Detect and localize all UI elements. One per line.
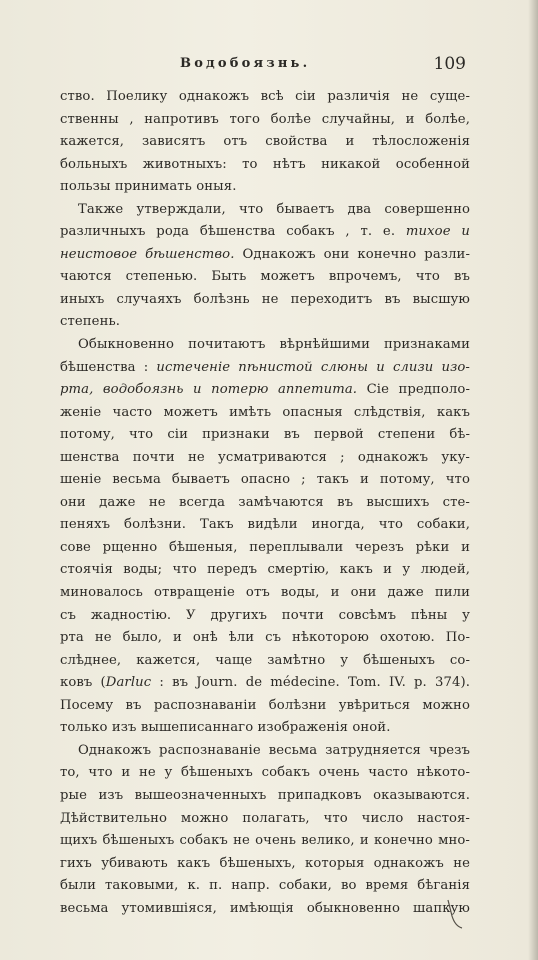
text-line: различныхъ рода бѣшенства собакъ , т. е. тихое и bbox=[60, 224, 470, 240]
text-line: потому, что сіи признаки въ первой степени бѣ- bbox=[60, 427, 470, 443]
text-line: были таковыми, к. п. напр. собаки, во время бѣганія bbox=[60, 878, 470, 894]
text-line: шенства почти не усматриваются ; однакожъ уку- bbox=[60, 449, 470, 465]
text-line: слѣднее, кажется, чаще замѣтно у бѣшеныхъ со- bbox=[60, 652, 470, 668]
text-line: неистовое бѣшенство. Однакожъ они конечно разли- bbox=[60, 246, 471, 262]
running-title: Водобоязнь. bbox=[180, 56, 311, 71]
text-line: пользы принимать оныя. bbox=[60, 179, 237, 195]
text-line: миновалось отвращеніе отъ воды, и они даже пили bbox=[60, 585, 470, 601]
text-line: Также утверждали, что бываетъ два совершенно bbox=[78, 201, 470, 217]
text-line: ковъ (Darluc : въ Journ. de médecine. Tom. IV. p. 374). bbox=[60, 675, 471, 691]
text-line: иныхъ случаяхъ болѣзнь не переходитъ въ высшую bbox=[60, 291, 470, 307]
text-line: съ жадностію. У другихъ почти совсѣмъ пѣны у bbox=[60, 607, 470, 623]
pencil-mark-icon bbox=[446, 898, 464, 930]
text-line: то, что и не у бѣшеныхъ собакъ очень часто нѣкото- bbox=[60, 765, 470, 781]
text-line: ство. Поелику однакожъ всѣ сіи различія не суще- bbox=[60, 89, 470, 104]
text-line: они даже не всегда замѣчаются въ высшихъ сте- bbox=[60, 494, 470, 510]
text-line: пеняхъ болѣзни. Такъ видѣли иногда, что собаки, bbox=[60, 517, 470, 533]
text-line: больныхъ животныхъ: то нѣтъ никакой особенной bbox=[60, 156, 470, 172]
page-edge-shadow bbox=[528, 0, 538, 960]
text-line: рта, водобоязнь и потерю аппетита. Сіе предполо- bbox=[60, 382, 471, 398]
text-line: стоячія воды; что передъ смертію, какъ и у людей, bbox=[60, 562, 470, 578]
text-line: щихъ бѣшеныхъ собакъ не очень велико, и конечно мно- bbox=[60, 833, 470, 849]
text-line: степень. bbox=[60, 314, 121, 330]
text-line: рые изъ вышеозначенныхъ припадковъ оказываются. bbox=[60, 787, 470, 803]
text-line: чаются степенью. Быть можетъ впрочемъ, что въ bbox=[60, 269, 470, 285]
text-line: только изъ вышеписаннаго изображенія оной. bbox=[60, 720, 391, 736]
page-number: 109 bbox=[433, 54, 466, 74]
text-line: гихъ убивають какъ бѣшеныхъ, которыя однакожъ не bbox=[60, 855, 470, 871]
text-line: ственны , напротивъ того болѣе случайны, и болѣе, bbox=[60, 111, 470, 127]
text-line: весьма утомившіяся, имѣющія обыкновенно шапкую bbox=[60, 900, 470, 916]
text-line: женіе часто можетъ имѣть опасныя слѣдствія, какъ bbox=[60, 404, 470, 420]
text-line: шеніе весьма бываетъ опасно ; такъ и потому, что bbox=[60, 472, 470, 488]
text-line: Дѣйствительно можно полагать, что число настоя- bbox=[60, 810, 470, 826]
page-header bbox=[60, 54, 470, 78]
text-line: Посему въ распознаваніи болѣзни увѣриться можно bbox=[60, 697, 470, 713]
text-line: Однакожъ распознаваніе весьма затрудняется чрезъ bbox=[78, 742, 470, 758]
text-line: бѣшенства : истеченіе пѣнистой слюны и слизи изо- bbox=[60, 359, 470, 375]
text-line: рта не было, и онѣ ѣли съ нѣкоторою охотою. По- bbox=[60, 630, 470, 646]
page-body bbox=[60, 86, 470, 920]
text-line: кажется, зависятъ отъ свойства и тѣлосложенія bbox=[60, 134, 470, 150]
text-line: сове рщенно бѣшеныя, переплывали черезъ рѣки и bbox=[60, 539, 470, 555]
text-line: Обыкновенно почитаютъ вѣрнѣйшими признаками bbox=[78, 337, 470, 353]
